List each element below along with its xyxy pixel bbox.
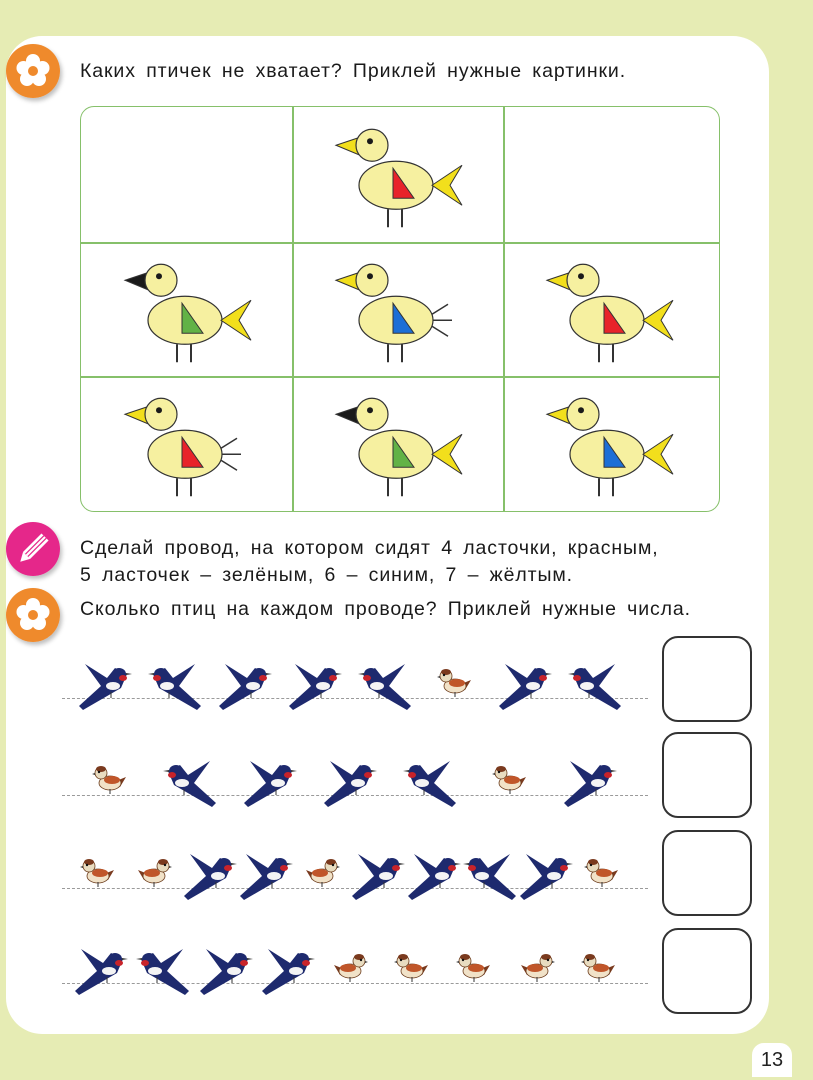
sparrow-icon bbox=[490, 759, 530, 804]
chick-cell bbox=[503, 376, 714, 511]
chick-cell bbox=[292, 242, 503, 377]
swallow-icon bbox=[322, 751, 378, 816]
flower-icon bbox=[6, 588, 60, 642]
swallow-icon bbox=[562, 751, 618, 816]
chick-cell bbox=[81, 376, 292, 511]
chick-picture bbox=[81, 376, 292, 511]
swallow-icon bbox=[518, 844, 574, 909]
swallow-icon bbox=[162, 751, 218, 816]
swallow-icon bbox=[567, 654, 623, 719]
chick-picture bbox=[292, 107, 503, 242]
task-1-text: Каких птичек не хватает? Приклей нужные картинки. bbox=[80, 60, 627, 82]
sparrow-icon bbox=[330, 947, 370, 992]
empty-cell[interactable] bbox=[503, 107, 714, 242]
chick-picture bbox=[292, 242, 503, 377]
swallow-icon bbox=[357, 654, 413, 719]
task-2-line-1: Сделай провод, на котором сидят 4 ласточки, красным, bbox=[80, 537, 659, 559]
swallow-icon bbox=[406, 844, 462, 909]
swallow-icon bbox=[147, 654, 203, 719]
sparrow-icon bbox=[579, 947, 619, 992]
swallow-icon bbox=[497, 654, 553, 719]
sparrow-icon bbox=[517, 947, 557, 992]
chick-picture bbox=[292, 376, 503, 511]
flower-icon bbox=[6, 44, 60, 98]
swallow-icon bbox=[238, 844, 294, 909]
empty-cell[interactable] bbox=[81, 107, 292, 242]
sparrow-icon bbox=[392, 947, 432, 992]
sparrow-icon bbox=[582, 852, 622, 897]
sparrow-icon bbox=[302, 852, 342, 897]
swallow-icon bbox=[242, 751, 298, 816]
sparrow-icon bbox=[454, 947, 494, 992]
chick-picture bbox=[503, 376, 714, 511]
number-slot[interactable] bbox=[662, 830, 752, 916]
sparrow-icon bbox=[78, 852, 118, 897]
swallow-icon bbox=[260, 939, 316, 1004]
puzzle-grid bbox=[80, 106, 720, 512]
task-2-line-2: 5 ласточек – зелёным, 6 – синим, 7 – жёлтым. bbox=[80, 564, 573, 586]
swallow-icon bbox=[462, 844, 518, 909]
swallow-icon bbox=[287, 654, 343, 719]
swallow-icon bbox=[217, 654, 273, 719]
chick-cell bbox=[292, 107, 503, 242]
swallow-icon bbox=[135, 939, 191, 1004]
swallow-icon bbox=[402, 751, 458, 816]
page-number: 13 bbox=[752, 1043, 792, 1077]
number-slot[interactable] bbox=[662, 636, 752, 722]
swallow-icon bbox=[73, 939, 129, 1004]
pencil-icon bbox=[6, 522, 60, 576]
swallow-icon bbox=[182, 844, 238, 909]
swallow-icon bbox=[350, 844, 406, 909]
chick-cell bbox=[81, 242, 292, 377]
sparrow-icon bbox=[435, 662, 475, 707]
swallow-icon bbox=[198, 939, 254, 1004]
number-slot[interactable] bbox=[662, 732, 752, 818]
sparrow-icon bbox=[134, 852, 174, 897]
chick-cell bbox=[292, 376, 503, 511]
task-3-text: Сколько птиц на каждом проводе? Приклей нужные числа. bbox=[80, 598, 691, 620]
swallow-icon bbox=[77, 654, 133, 719]
sparrow-icon bbox=[90, 759, 130, 804]
chick-picture bbox=[81, 242, 292, 377]
chick-picture bbox=[503, 242, 714, 377]
number-slot[interactable] bbox=[662, 928, 752, 1014]
chick-cell bbox=[503, 242, 714, 377]
